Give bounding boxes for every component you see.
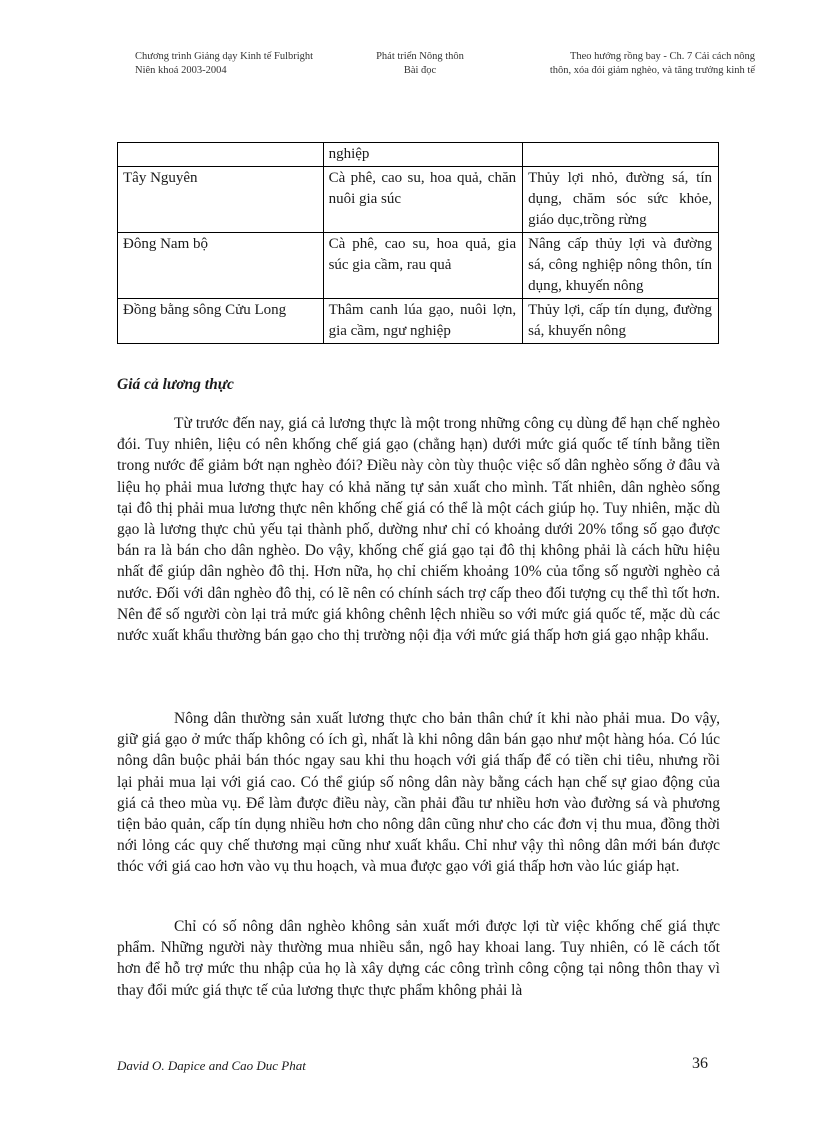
region-cell: Đông Nam bộ <box>118 233 324 299</box>
products-cell: nghiệp <box>323 143 523 167</box>
subject-title: Phát triển Nông thôn <box>376 51 464 62</box>
table-row <box>118 167 719 233</box>
academic-year: Niên khoá 2003-2004 <box>135 65 227 76</box>
products-cell: Thâm canh lúa gạo, nuôi lợn, gia cầm, ngư nghiệp <box>323 299 523 344</box>
needs-cell: Thủy lợi, cấp tín dụng, đường sá, khuyến nông <box>523 299 719 344</box>
region-cell: Tây Nguyên <box>118 167 324 233</box>
header-center <box>360 50 480 78</box>
document-type: Bài đọc <box>403 65 437 76</box>
products-cell: Cà phê, cao su, hoa quả, chăn nuôi gia súc <box>323 167 523 233</box>
table-row <box>118 299 719 344</box>
header-left <box>135 50 313 78</box>
course-title: Chương trình Giảng dạy Kinh tế Fulbright <box>135 51 314 62</box>
needs-cell <box>523 143 719 167</box>
regional-table <box>117 142 719 344</box>
needs-cell: Nâng cấp thủy lợi và đường sá, công nghiệp nông thôn, tín dụng, khuyến nông <box>523 233 719 299</box>
table-row <box>118 233 719 299</box>
section-heading: Giá cả lương thực <box>117 376 234 393</box>
body-paragraph: Từ trước đến nay, giá cả lương thực là một trong những công cụ dùng để hạn chế nghèo đói. Tuy nhiên, liệu có nên khống chế giá gạo (chẳng hạn) dưới mức giá quốc tế tính bằng tiền trong nước để giảm bớt nạn nghèo đói? Điều này còn tùy thuộc việc số dân nghèo sống ở đâu và liệu họ phải mua lương thực hay có khả năng tự sản xuất cho mình. Tất nhiên, dân nghèo sống tại đô thị phải mua lương thực nên khống chế giá có thể là một cách giúp họ. Tuy nhiên, mặc dù gạo là lương thực chủ yếu tại thành phố, dường như chỉ có khoảng dưới 20% tổng số gạo được bán ra là bán cho dân nghèo. Do vậy, khống chế giá gạo tại đô thị không phải là cách hữu hiệu nhất để giúp dân nghèo đô thị. Hơn nữa, họ chỉ chiếm khoảng 10% của tổng số người nghèo cả nước. Đối với dân nghèo đô thị, có lẽ nên có chính sách trợ cấp theo đối tượng cụ thể thì tốt hơn. Nên để số người còn lại trả mức giá không chênh lệch nhiều so với mức giá quốc tế, mặc dù các nước xuất khẩu thường bán gạo cho thị trường nội địa với mức giá thấp hơn giá gạo nhập khẩu. <box>117 415 720 645</box>
products-cell: Cà phê, cao su, hoa quả, gia súc gia cầm, rau quả <box>323 233 523 299</box>
chapter-title-line2: thôn, xóa đói giảm nghèo, và tăng trưởng kinh tế <box>549 65 755 76</box>
region-cell <box>118 143 324 167</box>
body-paragraph: Nông dân thường sản xuất lương thực cho bản thân chứ ít khi nào phải mua. Do vậy, giữ giá gạo ở mức thấp không có ích gì, nhất là khi nông dân bán gạo như một hàng hóa. Có lúc nông dân buộc phải bán thóc ngay sau khi thu hoạch với giá thấp để có tiền chi tiêu, nhưng rồi lại phải mua lại với giá cao. Có thể giúp số nông dân này bằng cách hạn chế sự giao động của giá cả theo mùa vụ. Để làm được điều này, cần phải đầu tư nhiều hơn vào đường sá và phương tiện bảo quản, cấp tín dụng nhiều hơn cho nông dân cũng như cho các đơn vị thu mua, đồng thời nới lỏng các quy chế thương mại cũng như xuất khẩu. Chỉ như vậy thì nông dân mới bán được thóc với giá cao hơn vào vụ thu hoạch, và mua được gạo với giá thấp hơn vào lúc giáp hạt. <box>117 710 720 876</box>
table-row <box>118 143 719 167</box>
needs-cell: Thủy lợi nhỏ, đường sá, tín dụng, chăm sóc sức khỏe, giáo dục,trồng rừng <box>523 167 719 233</box>
body-paragraph: Chỉ có số nông dân nghèo không sản xuất mới được lợi từ việc khống chế giá thực phẩm. Những người này thường mua nhiều sắn, ngô hay khoai lang. Tuy nhiên, có lẽ cách tốt hơn để hỗ trợ mức thu nhập của họ là xây dựng các công trình công cộng tại nông thôn thay vì thay đổi mức giá thực tế của lương thực thực phẩm không phải là <box>117 918 720 999</box>
page-number: 36 <box>692 1055 708 1072</box>
chapter-title-line1: Theo hướng rồng bay - Ch. 7 Cải cách nông <box>569 51 755 62</box>
region-cell: Đồng bằng sông Cửu Long <box>118 299 324 344</box>
header-right <box>510 50 755 78</box>
footer-author: David O. Dapice and Cao Duc Phat <box>117 1058 306 1073</box>
